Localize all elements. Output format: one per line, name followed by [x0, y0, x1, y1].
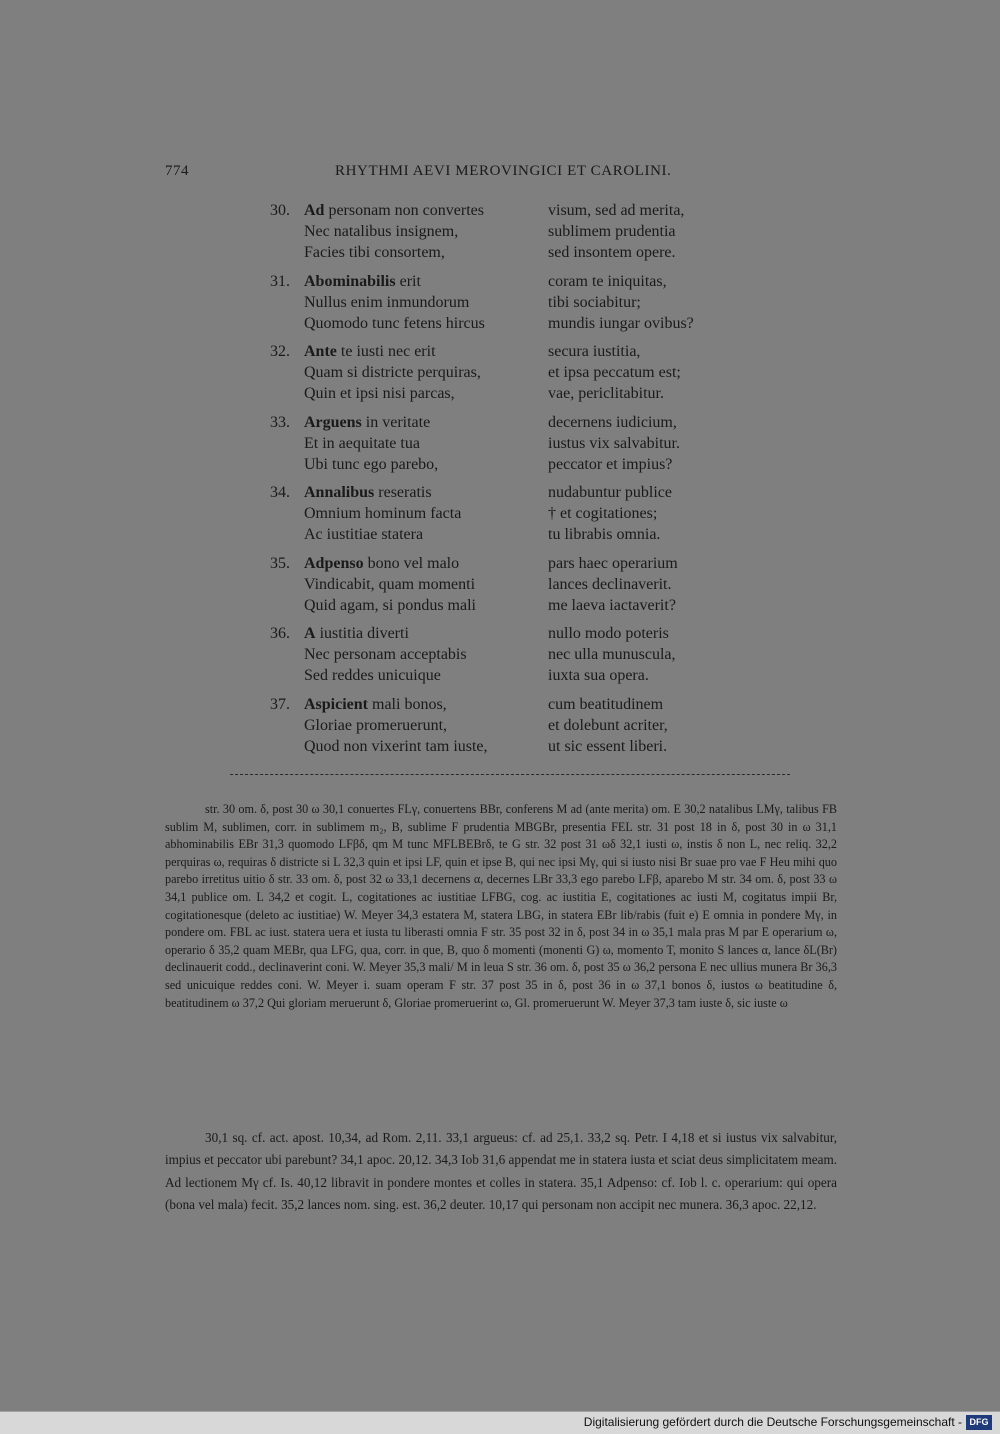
verse-second-half: coram te iniquitas,	[548, 272, 667, 290]
dfg-logo[interactable]: DFG	[966, 1415, 992, 1430]
verse-second-half: † et cogitationes;	[548, 505, 658, 522]
verse-first-half: Et in aequitate tua	[304, 434, 420, 452]
verse-first-half: Quin et ipsi nisi parcas,	[304, 385, 455, 402]
verse-second-half: iuxta sua opera.	[548, 667, 649, 684]
verse-first-half: Aspicient mali bonos,	[304, 695, 447, 713]
verse-line	[270, 595, 750, 616]
footer-credit: Digitalisierung gefördert durch die Deutsche Forschungsgemeinschaft -	[583, 1415, 962, 1429]
source-notes	[165, 1127, 837, 1216]
stanza	[270, 623, 750, 686]
verse-second-half: sed insontem opere.	[548, 244, 676, 261]
stanza-number: 36.	[270, 625, 290, 642]
verse-line	[270, 503, 750, 524]
stanza-number: 31.	[270, 272, 290, 290]
verse-line	[270, 623, 750, 644]
verse-line	[270, 574, 750, 595]
verse-line	[270, 221, 750, 242]
verse-first-half: Nec personam acceptabis	[304, 646, 467, 663]
verse-second-half: nec ulla munuscula,	[548, 646, 676, 663]
verse-line	[270, 313, 750, 334]
source-notes-text: 30,1 sq. cf. act. apost. 10,34, ad Rom. 2,11. 33,1 argueus: cf. ad 25,1. 33,2 sq. Petr. I 4,18 et si iustus vix salvabitur, impius et peccator ubi parebunt? 34,1 apoc. 20,12. 34,3 Iob 31,6 appendat me in statera iusta et sciat deus simplicitatem meam. Ad lectionem Mγ cf. Is. 40,12 libravit in pondere montes et colles in statera. 35,1 Adpenso: cf. Iob l. c. operarium: qui opera (bona vel mala) fecit. 35,2 lances nom. sing. est. 36,2 deuter. 10,17 qui personam non accipit nec munera. 36,3 apoc. 22,12.	[165, 1130, 837, 1212]
verse-first-half: Annalibus reseratis	[304, 484, 432, 501]
stanza-initial-word: Ante	[304, 343, 337, 360]
verse-line	[270, 362, 750, 383]
stanza-number	[270, 524, 304, 545]
stanza-number	[270, 595, 304, 616]
verse-first-half: Omnium hominum facta	[304, 505, 462, 522]
stanza-number	[270, 433, 304, 454]
verse-line	[270, 412, 750, 433]
section-divider	[230, 774, 790, 775]
critical-apparatus	[165, 801, 837, 1012]
stanza	[270, 200, 750, 263]
stanza	[270, 482, 750, 545]
verse-first-half: Quam si districte perquiras,	[304, 364, 481, 381]
verse-second-half: me laeva iactaverit?	[548, 596, 676, 614]
verse-first-half: Ad personam non convertes	[304, 202, 484, 219]
verse-second-half: nullo modo poteris	[548, 625, 669, 642]
verse-first-half: Ante te iusti nec erit	[304, 343, 436, 360]
verse-first-half: Sed reddes unicuique	[304, 667, 441, 684]
verse-second-half: et ipsa peccatum est;	[548, 364, 681, 381]
verse-second-half: visum, sed ad merita,	[548, 202, 685, 219]
verse-line	[270, 715, 750, 736]
verse-line	[270, 694, 750, 715]
verse-line	[270, 553, 750, 574]
verse-line	[270, 524, 750, 545]
stanza	[270, 553, 750, 616]
stanza	[270, 694, 750, 757]
apparatus-text: str. 30 om. δ, post 30 ω 30,1 conuertes FLγ, conuertens BBr, conferens M ad (ante merita) om. E 30,2 natalibus LMγ, talibus FB sublim M, sublimen, corr. in sublimem m₂, B, sublime F prudentia MBGBr, presentia FEL str. 31 post 18 in δ, post 30 in ω 31,1 abhominabilis EBr 31,3 quomodo LFβδ, qm M tunc MFLBEBrδ, te G str. 32 post 31 ωδ 32,1 iusti ω, instis δ non L, nec reliq. 32,2 perquiras ω, requiras δ districte si L 32,3 quin et ipsi LF, quin et ipse B, qui nec ipsi Mγ, qui si iusto nisi Br suae pro vae F Heu mihi quo parebo irretitus uitio δ str. 33 om. δ, post 32 ω 33,1 decernens α, decernes LBr 33,3 ego parebo LFβ, aparebo M str. 34 om. δ, post 33 ω 34,1 publice om. L 34,2 et cogit. L, cogitationes ac iustitiae LFBG, cog. ac iustitia E, cogitationes ac iusti M, cogitatus impii Br, cogitationesque (deleto ac iustitiae) W. Meyer 34,3 estatera M, statera LBG, in statera EBr lib/rabis (fuit e) E omnia in pondere Mγ, in pondere om. FBL ac iust. statera uera et iusta tu liberasti omnia F str. 35 post 32 in δ, post 34 in ω 35,1 mala pras M par E operarium ω, operario δ 35,2 quam MEBr, qua LFG, qua, corr. in que, B, quo δ momenti (monenti G) ω, momento T, monito S lances α, lance δL(Br) declinauerit codd., declinaverint coni. W. Meyer 35,3 mali/ M in leua S str. 36 om. δ, post 35 ω 36,2 persona E nec ullius munera Br 36,3 sed unicuique reddes coni. W. Meyer i. suam operam F str. 37 post 35 in δ, post 36 in ω 37,1 bonos δ, iustos ω beatitudine δ, beatitudinem ω 37,2 Qui gloriam meruerunt δ, Gloriae promeruerint ω, Gl. promeruerunt W. Meyer 37,3 tam iuste δ, sic iuste ω	[165, 802, 837, 1010]
verse-first-half: Arguens in veritate	[304, 413, 431, 431]
stanza-initial-word: Annalibus	[304, 484, 375, 501]
stanza-initial-word: A	[304, 625, 316, 642]
verse-second-half: mundis iungar ovibus?	[548, 314, 694, 332]
verse-line	[270, 482, 750, 503]
stanza-number: 34.	[270, 484, 290, 501]
verse-line	[270, 200, 750, 221]
verse-second-half: pars haec operarium	[548, 554, 678, 572]
stanza-initial-word: Aspicient	[304, 695, 368, 713]
stanza-number	[270, 313, 304, 334]
stanza-number: 37.	[270, 695, 290, 713]
stanza-number: 35.	[270, 554, 290, 572]
verse-line	[270, 736, 750, 757]
verse-line	[270, 665, 750, 686]
stanza-initial-word: Abominabilis	[304, 272, 396, 290]
stanza-number	[270, 715, 304, 736]
stanza-number: 30.	[270, 202, 290, 219]
verse-second-half: ut sic essent liberi.	[548, 737, 668, 755]
stanza-number	[270, 574, 304, 595]
verse-first-half: Vindicabit, quam momenti	[304, 575, 476, 593]
verse-first-half: Facies tibi consortem,	[304, 244, 445, 261]
verse-second-half: tu librabis omnia.	[548, 526, 661, 543]
page-number: 774	[165, 163, 189, 179]
verse-second-half: sublimem prudentia	[548, 223, 676, 240]
verse-first-half: A iustitia diverti	[304, 625, 409, 642]
stanza-number	[270, 644, 304, 665]
verse-line	[270, 292, 750, 313]
verse-first-half: Ubi tunc ego parebo,	[304, 455, 439, 473]
verse-second-half: nudabuntur publice	[548, 484, 672, 501]
footer-bar	[0, 1411, 1000, 1434]
stanza	[270, 271, 750, 334]
verse-first-half: Quod non vixerint tam iuste,	[304, 737, 488, 755]
verse-line	[270, 433, 750, 454]
verse-second-half: lances declinaverit.	[548, 575, 672, 593]
stanza-number	[270, 454, 304, 475]
verse-second-half: peccator et impius?	[548, 455, 673, 473]
verse-second-half: decernens iudicium,	[548, 413, 677, 431]
poem-text	[270, 200, 750, 764]
verse-first-half: Abominabilis erit	[304, 272, 421, 290]
verse-second-half: et dolebunt acriter,	[548, 716, 668, 734]
verse-first-half: Nullus enim inmundorum	[304, 293, 470, 311]
verse-first-half: Quid agam, si pondus mali	[304, 596, 476, 614]
stanza-number	[270, 292, 304, 313]
stanza-number	[270, 736, 304, 757]
verse-second-half: secura iustitia,	[548, 343, 641, 360]
verse-first-half: Adpenso bono vel malo	[304, 554, 460, 572]
stanza-number	[270, 503, 304, 524]
verse-line	[270, 383, 750, 404]
running-title: RHYTHMI AEVI MEROVINGICI ET CAROLINI.	[335, 163, 672, 179]
verse-second-half: iustus vix salvabitur.	[548, 434, 680, 452]
verse-line	[270, 271, 750, 292]
verse-second-half: vae, periclitabitur.	[548, 385, 664, 402]
stanza	[270, 412, 750, 475]
verse-line	[270, 341, 750, 362]
verse-second-half: cum beatitudinem	[548, 695, 664, 713]
verse-first-half: Gloriae promeruerunt,	[304, 716, 448, 734]
stanza-number	[270, 665, 304, 686]
verse-line	[270, 242, 750, 263]
stanza-number	[270, 362, 304, 383]
stanza-number	[270, 221, 304, 242]
stanza-number: 33.	[270, 413, 290, 431]
verse-first-half: Nec natalibus insignem,	[304, 223, 459, 240]
verse-line	[270, 454, 750, 475]
stanza-initial-word: Ad	[304, 202, 325, 219]
stanza	[270, 341, 750, 404]
stanza-number: 32.	[270, 343, 290, 360]
verse-second-half: tibi sociabitur;	[548, 293, 641, 311]
stanza-number	[270, 242, 304, 263]
verse-first-half: Quomodo tunc fetens hircus	[304, 314, 485, 332]
stanza-number	[270, 383, 304, 404]
stanza-initial-word: Adpenso	[304, 554, 364, 572]
verse-first-half: Ac iustitiae statera	[304, 526, 424, 543]
stanza-initial-word: Arguens	[304, 413, 362, 431]
verse-line	[270, 644, 750, 665]
